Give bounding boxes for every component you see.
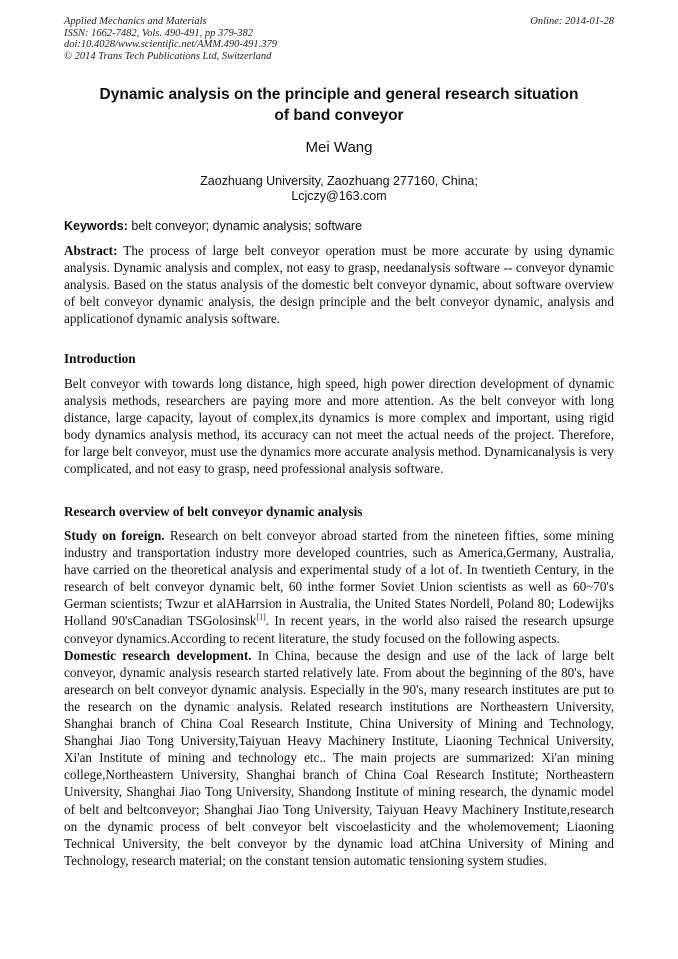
keywords-label: Keywords: bbox=[64, 219, 128, 233]
title-line-2: of band conveyor bbox=[274, 107, 404, 124]
journal-name: Applied Mechanics and Materials bbox=[64, 16, 207, 27]
title-line-1: Dynamic analysis on the principle and general research situation bbox=[99, 86, 579, 103]
keywords-text: belt conveyor; dynamic analysis; software bbox=[131, 219, 363, 233]
foreign-study-text: Research on belt conveyor abroad started from the nineteen fifties, some mining industry and transportation industry more developed countries, such as America,Germany, Australia, have carried on the theoretical analysis and experimental study of a lot of. In twentieth Century, in the research of belt conveyor dynamic belt, 60 inthe former Soviet Union scientists as well as 60~70's German scientists; Twzur et alAHarrsion in Australia, the United States Nordell, Poland 80; Lodewijks Holland 90'sCanadian TSGolosinsk bbox=[64, 528, 615, 629]
author-name: Mei Wang bbox=[305, 139, 373, 156]
domestic-research-text: In China, because the design and use of the lack of large belt conveyor, dynamic analysis research started relatively late. From about the beginning of the 80's, have aresearch on belt conveyor dynamic analysis. Especially in the 90's, many research institutes are put to the research on the dynamic analysis. Related research institutions are Northeastern University, Shanghai branch of China Coal Research Institute, China University of Mining and Technology, Shanghai Jiao Tong University,Taiyuan Heavy Machinery Institute, Liaoning Technical University, Xi'an Institute of mining and technology etc.. The main projects are summarized: Xi'an mining college,Northeastern University, Shanghai branch of China Coal Research Institute; Northeastern University, Shanghai Jiao Tong University, Shandong Institute of mining research, the dynamic model of belt and beltconveyor; Shanghai Jiao Tong University, Taiyuan Heavy Machinery Institute,research on the dynamic process of belt conveyor belt viscoelasticity and the wholemovement; Liaoning Technical University, the belt conveyor by the dynamic load atChina University of Mining and Technology, research material; on the constant tension automatic tensioning system studies. bbox=[64, 647, 614, 868]
paper-title bbox=[64, 84, 614, 126]
journal-copyright: © 2014 Trans Tech Publications Ltd, Switzerland bbox=[64, 50, 272, 62]
abstract-text: The process of large belt conveyor operation must be more accurate by using dynamic analysis. Dynamic analysis and complex, not easy to grasp, needanalysis software -- conveyor dynamic analysis. Based on the status analysis of the domestic belt conveyor dynamic, about software overview of belt conveyor dynamic analysis, the design principle and the belt conveyor dynamic, analysis and applicationof dynamic analysis software. bbox=[64, 243, 614, 327]
abstract bbox=[64, 242, 614, 327]
keywords bbox=[64, 219, 362, 233]
affiliation-block bbox=[64, 174, 614, 204]
journal-issn: ISSN: 1662-7482, Vols. 490-491, pp 379-382 bbox=[64, 27, 253, 39]
journal-doi: doi:10.4028/www.scientific.net/AMM.490-491.379 bbox=[64, 39, 277, 50]
online-date: Online: 2014-01-28 bbox=[530, 16, 614, 27]
introduction-heading: Introduction bbox=[64, 351, 136, 366]
abstract-label: Abstract: bbox=[64, 243, 118, 258]
foreign-study-label: Study on foreign. bbox=[64, 528, 165, 543]
author-email: Lcjczy@163.com bbox=[291, 189, 387, 203]
foreign-study-paragraph bbox=[64, 527, 614, 869]
citation-1: [1] bbox=[256, 613, 266, 623]
introduction-text: Belt conveyor with towards long distance, high speed, high power direction development of dynamic analysis methods, researchers are paying more and more attention. As the belt conveyor with long distance, large capacity, layout of complex,its dynamics is more complex and important, using rigid body dynamics analysis method, its accuracy can not meet the actual needs of the project. Therefore, for large belt conveyor, must use the dynamics more accurate analysis method. Dynamicanalysis is very complicated, and not easy to grasp, need professional analysis software. bbox=[64, 376, 614, 477]
affiliation: Zaozhuang University, Zaozhuang 277160, China; bbox=[200, 174, 478, 188]
research-heading: Research overview of belt conveyor dynamic analysis bbox=[64, 504, 363, 519]
foreign-study-text-2: . In recent years, in the world also raised the research upsurge conveyor dynamics.According to recent literature, the study focused on the following aspects. bbox=[64, 613, 615, 646]
journal-header bbox=[64, 16, 277, 62]
domestic-research-label: Domestic research development. bbox=[64, 647, 252, 663]
